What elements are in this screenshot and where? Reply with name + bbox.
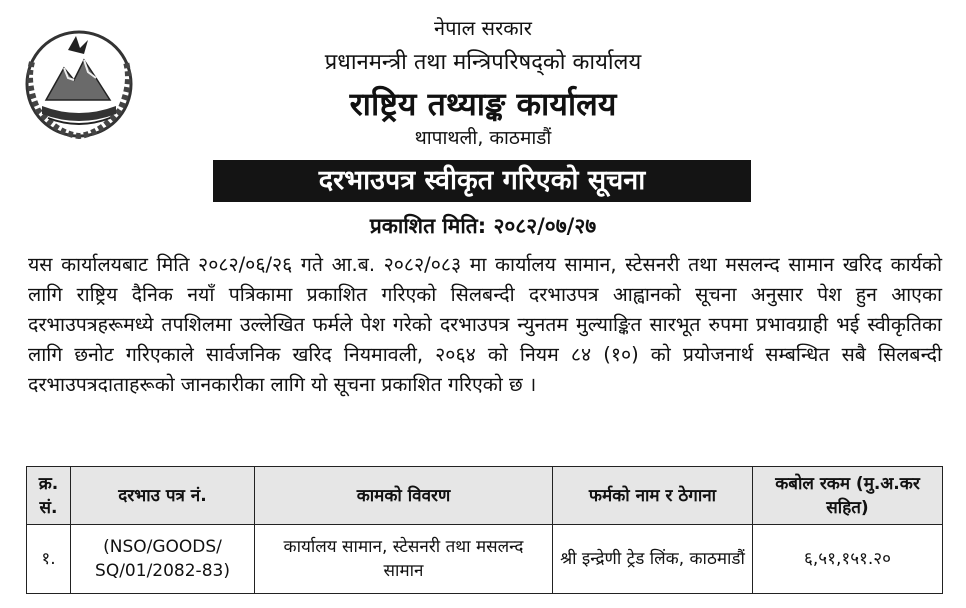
table-row (27, 525, 943, 594)
cell-description: कार्यालय सामान, स्टेसनरी तथा मसलन्द सामान (255, 525, 553, 594)
office-address: थापाथली, काठमाडौं (414, 127, 552, 149)
notice-body: यस कार्यालयबाट मिति २०८२/०६/२६ गते आ.ब. २०८२/०८३ मा कार्यालय सामान, स्टेसनरी तथा मसलन्द सामान खरिद कार्यको लागि राष्ट्रिय दैनिक नयाँ पत्रिकामा प्रकाशित गरिएको सिलबन्दी दरभाउपत्र आह्वानको सूचना अनुसार पेश हुन आएका दरभाउपत्रहरूमध्ये तपशिलमा उल्लेखित फर्मले पेश गरेको दरभाउपत्र न्युनतम मुल्याङ्कित सारभूत रुपमा प्रभावग्राही भई स्वीकृतिका लागि छनोट गरिएकाले सार्वजनिक खरिद नियमावली, २०६४ को नियम ८४ (१०) को प्रयोजनार्थ सम्बन्धित सबै सिलबन्दी दरभाउपत्रदाताहरूको जानकारीका लागि यो सूचना प्रकाशित गरिएको छ । (28, 253, 942, 396)
published-date: प्रकाशित मिति: २०८२/०७/२७ (369, 214, 597, 238)
cell-amount: ६,५१,१५१.२० (753, 525, 943, 594)
ministry-name: प्रधानमन्त्री तथा मन्त्रिपरिषद्को कार्यालय (324, 50, 642, 75)
header-amount: कबोल रकम (मु.अ.कर सहित) (753, 467, 943, 525)
table-header-row (27, 467, 943, 525)
government-name: नेपाल सरकार (434, 16, 532, 40)
header-firm: फर्मको नाम र ठेगाना (553, 467, 753, 525)
cell-sn: १. (27, 525, 71, 594)
header-sn: क्र. सं. (27, 467, 71, 525)
cell-bid-no: (NSO/GOODS/ SQ/01/2082-83) (71, 525, 255, 594)
header-description: कामको विवरण (255, 467, 553, 525)
office-name: राष्ट्रिय तथ्याङ्क कार्यालय (349, 85, 617, 123)
award-table (26, 466, 943, 594)
notice-title: दरभाउपत्र स्वीकृत गरिएको सूचना (213, 160, 751, 202)
cell-firm: श्री इन्द्रेणी ट्रेड लिंक, काठमाडौं (553, 525, 753, 594)
header-bid-no: दरभाउ पत्र नं. (71, 467, 255, 525)
